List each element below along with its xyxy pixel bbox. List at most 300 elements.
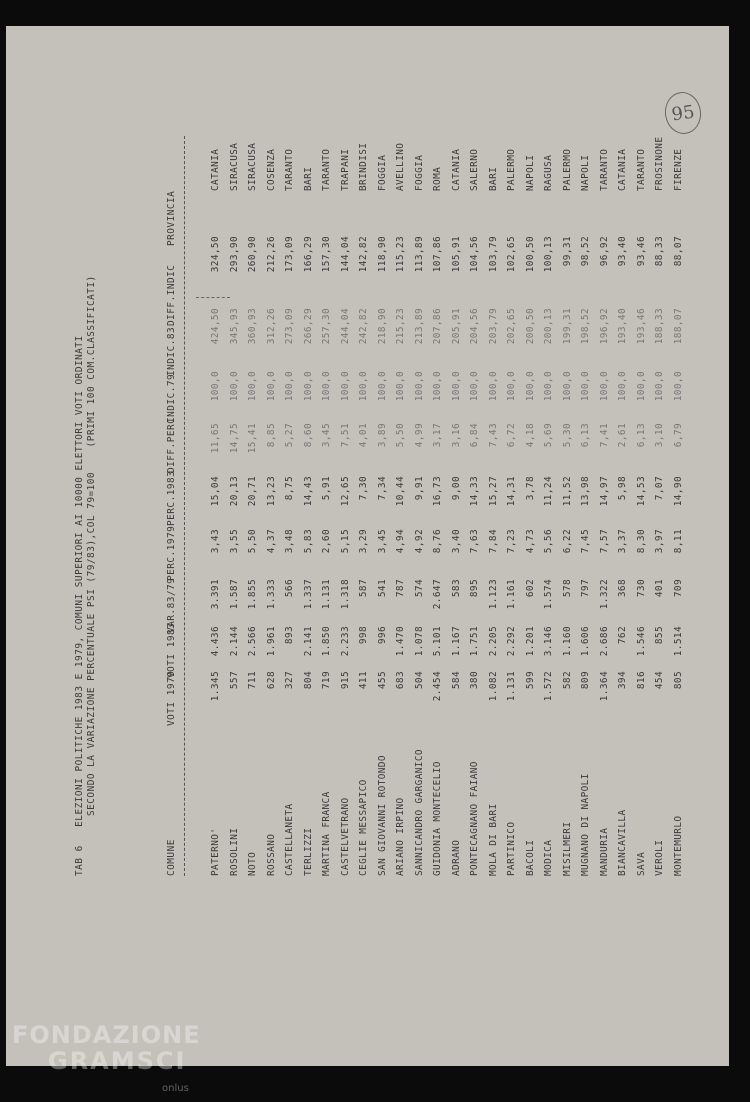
cell-var: 797 (579, 579, 591, 598)
cell-v79: 628 (265, 671, 276, 690)
column-header: PERC.1979 (165, 525, 177, 581)
column-header: PROVINCIA (165, 190, 177, 246)
cell-comune: MONTEMURLO (672, 815, 683, 876)
cell-v83: 2.144 (228, 626, 239, 657)
cell-dp: 6,79 (672, 423, 683, 448)
cell-comune: TERLIZZI (302, 827, 313, 876)
cell-prov: CATANIA (616, 148, 628, 191)
column-header: DIFF.PERC (165, 417, 177, 473)
cell-var: 583 (450, 579, 461, 598)
cell-p83: 15,27 (487, 476, 498, 507)
cell-v83: 1.606 (579, 626, 591, 657)
cell-di: 88,07 (672, 236, 683, 267)
data-table (48, 66, 688, 1026)
cell-prov: FROSINONE (653, 136, 665, 191)
cell-p79: 3,55 (228, 529, 239, 554)
cell-p83: 16,73 (431, 476, 443, 507)
cell-v79: 557 (228, 671, 239, 690)
cell-dp: 4,99 (413, 423, 424, 448)
cell-prov: TARANTO (320, 148, 332, 191)
cell-var: 566 (283, 579, 295, 598)
cell-v83: 998 (357, 626, 369, 645)
cell-p79: 3,43 (209, 529, 221, 554)
cell-var: 1.123 (487, 579, 498, 610)
cell-i79: 100,0 (561, 371, 572, 402)
cell-i83: 213,89 (413, 308, 424, 345)
cell-var: 368 (616, 579, 628, 598)
cell-i79: 100,0 (505, 371, 517, 402)
cell-i79: 100,0 (302, 371, 313, 402)
cell-i83: 207,86 (431, 308, 443, 345)
cell-comune: MARTINA FRANCA (320, 791, 332, 876)
cell-dp: 8,60 (302, 423, 313, 448)
cell-i83: 193,46 (635, 308, 646, 345)
cell-dp: 3,17 (431, 423, 443, 448)
cell-di: 93,46 (635, 236, 646, 267)
cell-dp: 3,16 (450, 423, 461, 448)
cell-i79: 100,0 (209, 371, 221, 402)
cell-p83: 5,98 (616, 476, 628, 501)
cell-v83: 1.201 (524, 626, 535, 657)
cell-comune: MOLA DI BARI (487, 803, 498, 876)
cell-i83: 203,79 (487, 308, 498, 345)
column-header: INDIC.79 (165, 373, 177, 423)
cell-i79: 100,0 (320, 371, 332, 402)
cell-i83: 345,93 (228, 308, 239, 345)
cell-v79: 584 (450, 671, 461, 690)
cell-dp: 6,72 (505, 423, 517, 448)
cell-p83: 14,33 (468, 476, 480, 507)
cell-i83: 199,31 (561, 308, 572, 345)
cell-p83: 11,52 (561, 476, 572, 507)
cell-comune: MUGNANO DI NAPOLI (579, 773, 591, 876)
cell-prov: TRAPANI (339, 148, 350, 191)
cell-p79: 4,92 (413, 529, 424, 554)
cell-i83: 424,50 (209, 308, 221, 345)
cell-v83: 2.233 (339, 626, 350, 657)
cell-comune: BIANCAVILLA (616, 809, 628, 876)
cell-var: 2.647 (431, 579, 443, 610)
cell-p83: 14,43 (302, 476, 313, 507)
cell-i79: 100,0 (413, 371, 424, 402)
cell-i83: 312,26 (265, 308, 276, 345)
cell-i79: 100,0 (653, 371, 665, 402)
cell-i83: 200,50 (524, 308, 535, 345)
cell-di: 324,50 (209, 236, 221, 273)
cell-v79: 455 (376, 671, 387, 690)
cell-i83: 244,04 (339, 308, 350, 345)
cell-dp: 15,41 (246, 423, 258, 454)
cell-v79: 411 (357, 671, 369, 690)
cell-prov: COSENZA (265, 148, 276, 191)
cell-p79: 2,60 (320, 529, 332, 554)
cell-di: 118,90 (376, 236, 387, 273)
cell-dp: 7,43 (487, 423, 498, 448)
cell-v79: 816 (635, 671, 646, 690)
cell-comune: GUIDONIA MONTECELIO (431, 761, 443, 876)
cell-p83: 12,65 (339, 476, 350, 507)
cell-prov: NAPOLI (579, 154, 591, 191)
cell-v83: 1.514 (672, 626, 683, 657)
cell-p79: 8,76 (431, 529, 443, 554)
cell-p79: 3,45 (376, 529, 387, 554)
cell-p83: 20,13 (228, 476, 239, 507)
cell-di: 96,92 (598, 236, 609, 267)
cell-i79: 100,0 (265, 371, 276, 402)
column-header: COMUNE (165, 839, 177, 876)
cell-v79: 1.572 (542, 671, 554, 702)
column-header: PERC.1983 (165, 470, 177, 526)
cell-di: 88,33 (653, 236, 665, 267)
cell-p79: 7,84 (487, 529, 498, 554)
cell-i79: 100,0 (542, 371, 554, 402)
cell-p79: 7,45 (579, 529, 591, 554)
cell-i83: 188,33 (653, 308, 665, 345)
cell-comune: MISILMERI (561, 821, 572, 876)
cell-p79: 3,48 (283, 529, 295, 554)
cell-prov: AVELLINO (394, 142, 406, 191)
cell-di: 100,50 (524, 236, 535, 273)
cell-p83: 20,71 (246, 476, 258, 507)
cell-comune: PONTECAGNANO FAIANO (468, 761, 480, 876)
cell-di: 142,82 (357, 236, 369, 273)
cell-prov: TARANTO (598, 148, 609, 191)
cell-i79: 100,0 (616, 371, 628, 402)
cell-comune: ROSOLINI (228, 827, 239, 876)
cell-p83: 15,04 (209, 476, 221, 507)
cell-var: 1.587 (228, 579, 239, 610)
cell-comune: MANDURIA (598, 827, 609, 876)
cell-v79: 805 (672, 671, 683, 690)
cell-prov: TARANTO (635, 148, 646, 191)
cell-di: 105,91 (450, 236, 461, 273)
cell-v79: 711 (246, 671, 258, 690)
cell-dp: 8,85 (265, 423, 276, 448)
cell-dp: 3,45 (320, 423, 332, 448)
cell-var: 587 (357, 579, 369, 598)
cell-i79: 100,0 (468, 371, 480, 402)
cell-var: 578 (561, 579, 572, 598)
cell-i83: 266,29 (302, 308, 313, 345)
cell-p83: 11,24 (542, 476, 554, 507)
cell-di: 103,79 (487, 236, 498, 273)
cell-di: 157,30 (320, 236, 332, 273)
cell-i83: 360,93 (246, 308, 258, 345)
cell-p83: 14,90 (672, 476, 683, 507)
column-header: DIFF.INDIC (165, 264, 177, 326)
cell-prov: NAPOLI (524, 154, 535, 191)
cell-i83: 218,90 (376, 308, 387, 345)
cell-dp: 5,30 (561, 423, 572, 448)
cell-v79: 327 (283, 671, 295, 690)
cell-i79: 100,0 (394, 371, 406, 402)
cell-comune: ARIANO IRPINO (394, 797, 406, 876)
cell-p83: 14,31 (505, 476, 517, 507)
cell-comune: ADRANO (450, 839, 461, 876)
cell-i79: 100,0 (524, 371, 535, 402)
cell-i83: 205,91 (450, 308, 461, 345)
cell-var: 1.333 (265, 579, 276, 610)
cell-prov: FOGGIA (376, 154, 387, 191)
cell-comune: VEROLI (653, 839, 665, 876)
cell-v83: 762 (616, 626, 628, 645)
document-page (6, 26, 729, 1094)
cell-comune: BACOLI (524, 839, 535, 876)
cell-v83: 2.686 (598, 626, 609, 657)
cell-v79: 2.454 (431, 671, 443, 702)
cell-comune: CASTELVETRANO (339, 797, 350, 876)
cell-i79: 100,0 (376, 371, 387, 402)
cell-v83: 1.078 (413, 626, 424, 657)
cell-p79: 6,22 (561, 529, 572, 554)
cell-di: 212,26 (265, 236, 276, 273)
cell-di: 104,56 (468, 236, 480, 273)
cell-comune: ROSSANO (265, 833, 276, 876)
cell-di: 260,90 (246, 236, 258, 273)
cell-i83: 257,30 (320, 308, 332, 345)
cell-v79: 394 (616, 671, 628, 690)
cell-comune: CASTELLANETA (283, 803, 295, 876)
cell-di: 93,40 (616, 236, 628, 267)
cell-i79: 100,0 (339, 371, 350, 402)
cell-v79: 1.131 (505, 671, 517, 702)
cell-var: 730 (635, 579, 646, 598)
cell-comune: NOTO (246, 851, 258, 876)
cell-prov: SIRACUSA (228, 142, 239, 191)
cell-dp: 4,01 (357, 423, 369, 448)
cell-p79: 7,57 (598, 529, 609, 554)
cell-dp: 6,84 (468, 423, 480, 448)
cell-p79: 8,11 (672, 529, 683, 554)
cell-di: 102,65 (505, 236, 517, 273)
cell-var: 3.391 (209, 579, 221, 610)
cell-i79: 100,0 (357, 371, 369, 402)
cell-p83: 5,91 (320, 476, 332, 501)
cell-v83: 893 (283, 626, 295, 645)
cell-v83: 1.546 (635, 626, 646, 657)
cell-p83: 9,00 (450, 476, 461, 501)
cell-p83: 7,34 (376, 476, 387, 501)
cell-dp: 7,51 (339, 423, 350, 448)
cell-comune: SAVA (635, 851, 646, 876)
cell-dp: 5,69 (542, 423, 554, 448)
header-divider (184, 136, 185, 876)
cell-p79: 3,29 (357, 529, 369, 554)
cell-p83: 9,91 (413, 476, 424, 501)
cell-prov: BARI (487, 166, 498, 191)
cell-var: 1.161 (505, 579, 517, 610)
cell-prov: BARI (302, 166, 313, 191)
cell-p83: 14,97 (598, 476, 609, 507)
cell-prov: ROMA (431, 166, 443, 191)
cell-p79: 7,23 (505, 529, 517, 554)
cell-var: 1.131 (320, 579, 332, 610)
archive-watermark (12, 1021, 201, 1094)
rotated-table-area (48, 66, 688, 1026)
cell-v83: 996 (376, 626, 387, 645)
cell-p79: 5,56 (542, 529, 554, 554)
cell-prov: CATANIA (450, 148, 461, 191)
cell-dp: 3,89 (376, 423, 387, 448)
cell-var: 1.322 (598, 579, 609, 610)
cell-v79: 683 (394, 671, 406, 690)
cell-p83: 14,53 (635, 476, 646, 507)
cell-v79: 809 (579, 671, 591, 690)
cell-var: 574 (413, 579, 424, 598)
cell-var: 602 (524, 579, 535, 598)
cell-v79: 582 (561, 671, 572, 690)
cell-p83: 7,30 (357, 476, 369, 501)
cell-var: 787 (394, 579, 406, 598)
cell-p83: 8,75 (283, 476, 295, 501)
cell-p79: 3,40 (450, 529, 461, 554)
cell-prov: FIRENZE (672, 148, 683, 191)
cell-var: 1.337 (302, 579, 313, 610)
cell-di: 113,89 (413, 236, 424, 273)
cell-v79: 804 (302, 671, 313, 690)
cell-comune: CEGLIE MESSAPICO (357, 779, 369, 876)
cell-i79: 100,0 (598, 371, 609, 402)
cell-v83: 2.566 (246, 626, 258, 657)
cell-dp: 2,61 (616, 423, 628, 448)
cell-i79: 100,0 (450, 371, 461, 402)
cell-var: 1.574 (542, 579, 554, 610)
cell-i83: 215,23 (394, 308, 406, 345)
cell-i79: 100,0 (228, 371, 239, 402)
cell-p79: 8,30 (635, 529, 646, 554)
cell-v83: 855 (653, 626, 665, 645)
cell-di: 100,13 (542, 236, 554, 273)
cell-dp: 11,65 (209, 423, 221, 454)
cell-v83: 5.101 (431, 626, 443, 657)
cell-i83: 273,09 (283, 308, 295, 345)
cell-i83: 202,65 (505, 308, 517, 345)
cell-i83: 196,92 (598, 308, 609, 345)
cell-v79: 504 (413, 671, 424, 690)
cell-p83: 10,44 (394, 476, 406, 507)
cell-dp: 14,75 (228, 423, 239, 454)
cell-dp: 4,18 (524, 423, 535, 448)
cell-p79: 3,37 (616, 529, 628, 554)
cell-di: 107,86 (431, 236, 443, 273)
cell-i79: 100,0 (635, 371, 646, 402)
page-number: 95 (670, 101, 696, 125)
cell-v83: 1.751 (468, 626, 480, 657)
table-caption-line2: SECONDO LA VARIAZIONE PERCENTUALE PSI (79/83),COL 79=100 (PRIMI 100 COM.CLASSIFICATI) (85, 275, 97, 816)
cell-prov: PALERMO (561, 148, 572, 191)
cell-i83: 188,07 (672, 308, 683, 345)
cell-v83: 2.205 (487, 626, 498, 657)
cell-i79: 100,0 (579, 371, 591, 402)
cell-v79: 915 (339, 671, 350, 690)
cell-i83: 204,56 (468, 308, 480, 345)
cell-v83: 4.436 (209, 626, 221, 657)
cell-v79: 380 (468, 671, 480, 690)
cell-di: 166,29 (302, 236, 313, 273)
cell-dp: 5,27 (283, 423, 295, 448)
cell-dp: 6,13 (579, 423, 591, 448)
cell-p83: 13,23 (265, 476, 276, 507)
cell-p83: 3,78 (524, 476, 535, 501)
cell-v79: 719 (320, 671, 332, 690)
cell-var: 401 (653, 579, 665, 598)
cell-comune: SANNICANDRO GARGANICO (413, 749, 424, 876)
cell-i83: 200,13 (542, 308, 554, 345)
cell-i79: 100,0 (246, 371, 258, 402)
cell-dp: 3,10 (653, 423, 665, 448)
cell-p79: 3,97 (653, 529, 665, 554)
cell-prov: BRINDISI (357, 142, 369, 191)
cell-dp: 7,41 (598, 423, 609, 448)
column-header: INDIC.83 (165, 326, 177, 376)
watermark-line2: GRAMSCI (48, 1047, 187, 1075)
cell-dp: 5,50 (394, 423, 406, 448)
watermark-line1: FONDAZIONE (12, 1021, 201, 1049)
cell-i79: 100,0 (283, 371, 295, 402)
cell-p79: 4,37 (265, 529, 276, 554)
cell-i83: 242,82 (357, 308, 369, 345)
column-header: VOTI 1979 (165, 670, 177, 726)
cell-p79: 4,73 (524, 529, 535, 554)
cell-v79: 599 (524, 671, 535, 690)
cell-p79: 5,83 (302, 529, 313, 554)
cell-prov: RAGUSA (542, 154, 554, 191)
cell-prov: FOGGIA (413, 154, 424, 191)
cell-v79: 1.364 (598, 671, 609, 702)
cell-comune: PATERNO' (209, 827, 221, 876)
cell-p79: 7,63 (468, 529, 480, 554)
cell-var: 895 (468, 579, 480, 598)
cell-v83: 1.850 (320, 626, 332, 657)
cell-i79: 100,0 (487, 371, 498, 402)
cell-v83: 1.961 (265, 626, 276, 657)
cell-v83: 1.167 (450, 626, 461, 657)
cell-var: 541 (376, 579, 387, 598)
cell-i79: 100,0 (431, 371, 443, 402)
cell-comune: MODICA (542, 839, 554, 876)
column-header: VAR.83/79 (165, 577, 177, 633)
cell-v83: 1.470 (394, 626, 406, 657)
cell-i83: 193,40 (616, 308, 628, 345)
cell-di: 98,52 (579, 236, 591, 267)
cell-v83: 2.292 (505, 626, 517, 657)
cell-p83: 13,98 (579, 476, 591, 507)
cell-p83: 7,07 (653, 476, 665, 501)
cell-di: 99,31 (561, 236, 572, 267)
cell-v79: 454 (653, 671, 665, 690)
cell-p79: 4,94 (394, 529, 406, 554)
watermark-line3: onlus (162, 1083, 189, 1094)
cell-var: 1.318 (339, 579, 350, 610)
cell-di: 293,90 (228, 236, 239, 273)
cell-prov: CATANIA (209, 148, 221, 191)
cell-var: 1.855 (246, 579, 258, 610)
cell-v79: 1.082 (487, 671, 498, 702)
cell-i83: 198,52 (579, 308, 591, 345)
cell-di: 144,04 (339, 236, 350, 273)
cell-p79: 5,50 (246, 529, 258, 554)
cell-prov: SALERNO (468, 148, 480, 191)
cell-v83: 2.141 (302, 626, 313, 657)
cell-v83: 3.146 (542, 626, 554, 657)
cell-dp: 6,13 (635, 423, 646, 448)
cell-di: 115,23 (394, 236, 406, 273)
column-header: VOTI 1983 (165, 622, 177, 678)
cell-comune: PARTINICO (505, 821, 517, 876)
cell-prov: TARANTO (283, 148, 295, 191)
cell-prov: SIRACUSA (246, 142, 258, 191)
cell-di: 173,09 (283, 236, 295, 273)
